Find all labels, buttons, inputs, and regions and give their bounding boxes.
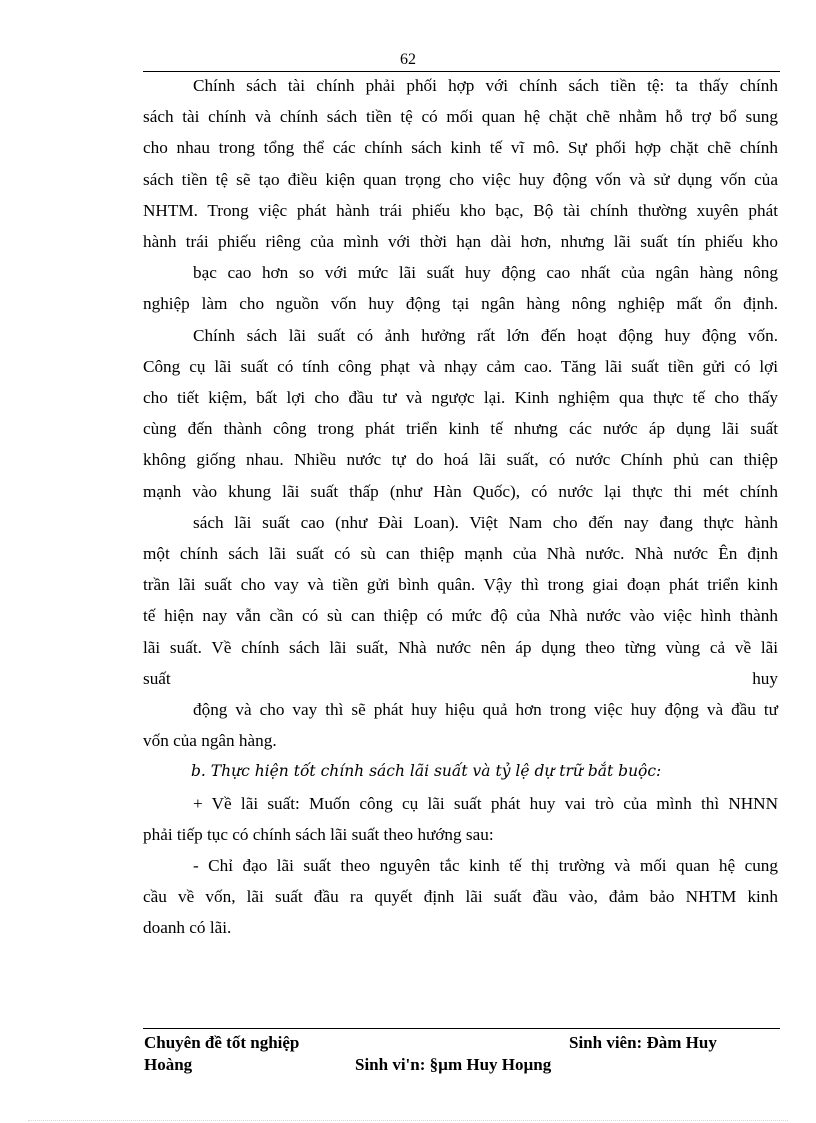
body-line: suất huy [143,668,778,688]
body-line: mạnh vào khung lãi suất thấp (như Hàn Quốc), có nước lại thực thi mét chính [143,481,778,501]
body-line: cho tiết kiệm, bất lợi cho đầu tư và ngược lại. Kinh nghiệm qua thực tế cho thấy [143,388,778,408]
body-line: NHTM. Trong việc phát hành trái phiếu kho bạc, Bộ tài chính thường xuyên phát [143,200,778,220]
body-line: nghiệp làm cho nguồn vốn huy động tại ngân hàng nông nghiệp mất ổn định. [143,294,778,314]
body-line: + Về lãi suất: Muốn công cụ lãi suất phát huy vai trò của mình thì NHNN [193,793,778,813]
body-line: hành trái phiếu riêng của mình với thời hạn dài hơn, nhưng lãi suất tín phiếu kho [143,232,778,252]
body-line: tế hiện nay vẫn cần có sù can thiệp có mức độ của Nhà nước vào việc hình thành [143,606,778,626]
bottom-dotted-border [28,1120,788,1121]
body-line: Công cụ lãi suất có tính công phạt và nhạy cảm cao. Tăng lãi suất tiền gửi có lợi [143,356,778,376]
body-line: cho nhau trong tổng thể các chính sách kinh tế vĩ mô. Sự phối hợp chặt chẽ chính [143,138,778,158]
section-heading: b. Thực hiện tốt chính sách lãi suất và tỷ lệ dự trữ bắt buộc: [191,762,662,781]
footer-rule [143,1028,780,1029]
body-line: một chính sách lãi suất có sù can thiệp mạnh của Nhà nước. Nhà nước Ên định [143,544,778,564]
body-line: sách tài chính và chính sách tiền tệ có mối quan hệ chặt chẽ nhằm hỗ trợ bổ sung [143,107,778,127]
body-line: phải tiếp tục có chính sách lãi suất theo hướng sau: [143,824,494,844]
body-line: vốn của ngân hàng. [143,731,277,751]
footer-student-name-continued: Hoàng [144,1055,193,1074]
document-body [143,70,778,944]
body-line: - Chỉ đạo lãi suất theo nguyên tắc kinh tế thị trường và mối quan hệ cung [193,856,778,876]
body-line: sách lãi suất cao (như Đài Loan). Việt Nam cho đến nay đang thực hành [193,512,778,532]
body-line: trần lãi suất cho vay và tiền gửi bình quân. Vậy thì trong giai đoạn phát triển kinh [143,575,778,595]
body-line: không giống nhau. Nhiều nước tự do hoá lãi suất, có nước Chính phủ can thiệp [143,450,778,470]
body-line: sách tiền tệ sẽ tạo điều kiện quan trọng cho việc huy động vốn và sử dụng vốn của [143,169,778,189]
page-number: 62 [400,51,416,68]
footer-student-label-garbled: Sinh vi'n: §µm Huy Hoµng [355,1055,552,1074]
body-line: Chính sách tài chính phải phối hợp với chính sách tiền tệ: ta thấy chính [193,76,778,95]
body-line: Chính sách lãi suất có ảnh hưởng rất lớn đến hoạt động huy động vốn. [193,325,778,345]
body-line: doanh có lãi. [143,918,232,938]
body-line: cùng đến thành công trong phát triển kinh tế nhưng các nước áp dụng lãi suất [143,419,778,439]
page-footer [143,1032,780,1082]
body-line: cầu về vốn, lãi suất đầu ra quyết định lãi suất đầu vào, đảm bảo NHTM kinh [143,887,778,907]
body-line: lãi suất. Về chính sách lãi suất, Nhà nước nên áp dụng theo từng vùng cả về lãi [143,637,778,657]
body-line: bạc cao hơn so với mức lãi suất huy động cao nhất của ngân hàng nông [193,263,778,283]
body-line: động và cho vay thì sẽ phát huy hiệu quả hơn trong việc huy động và đầu tư [193,700,778,720]
footer-student-label: Sinh viên: Đàm Huy [569,1033,717,1052]
footer-thesis-label: Chuyên đề tốt nghiệp [144,1033,300,1052]
